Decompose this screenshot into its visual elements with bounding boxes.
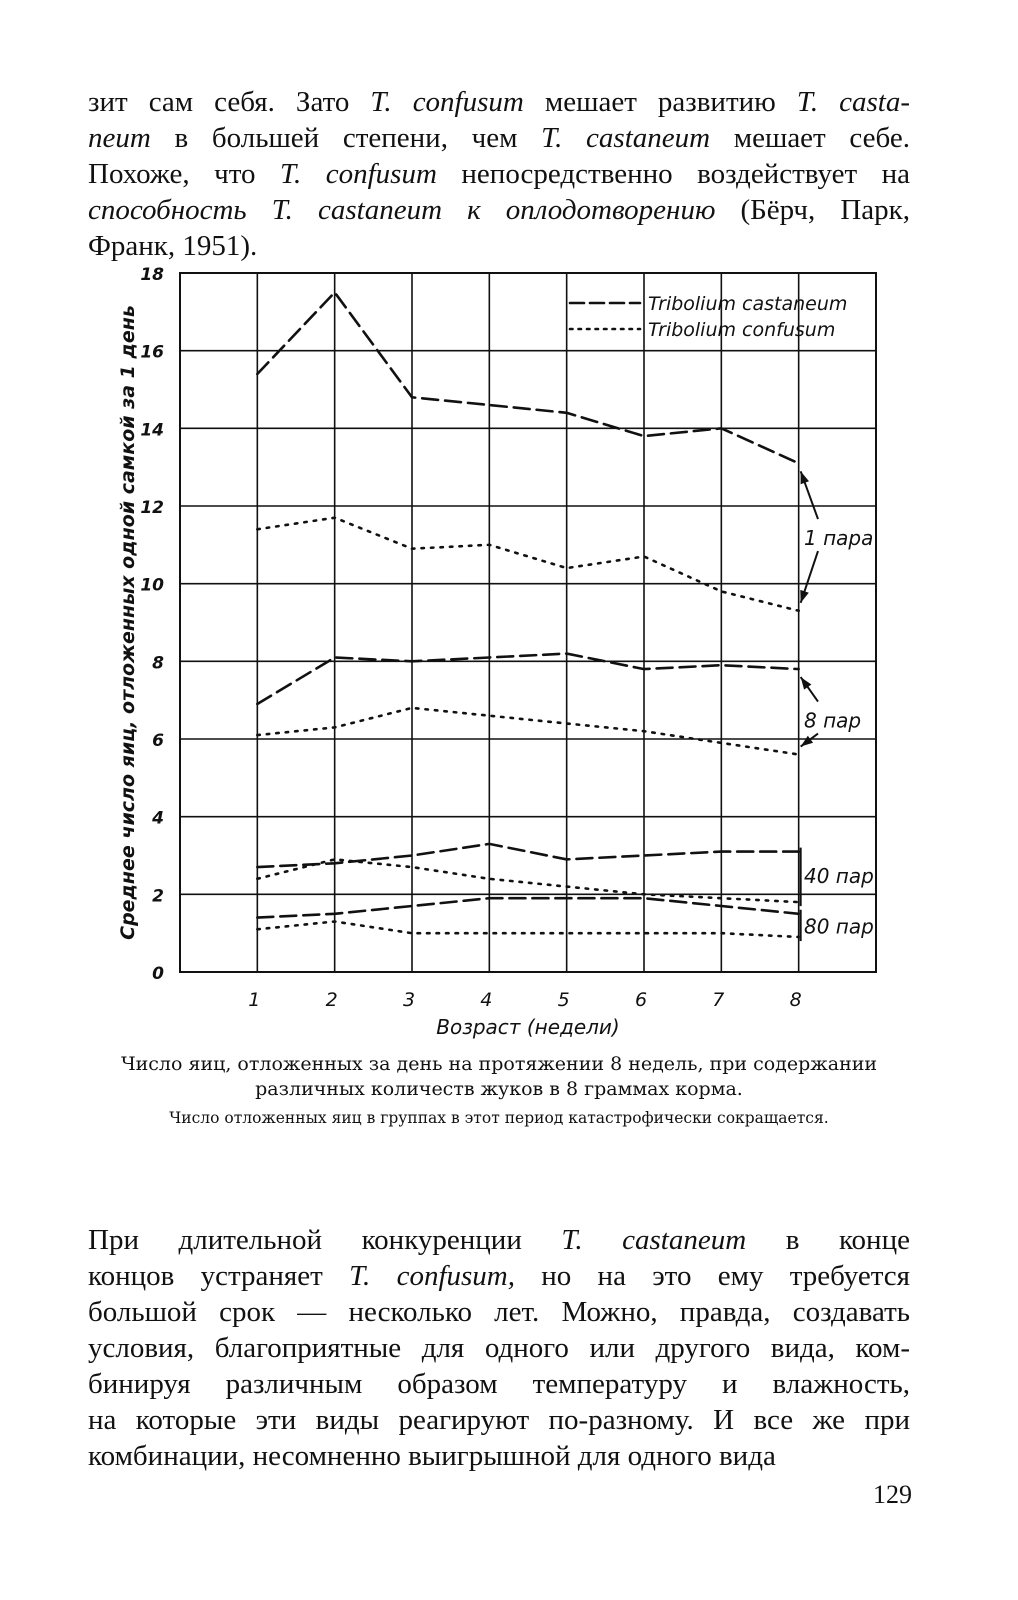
paragraph-bottom-line: концов устраняет T. confusum, но на это ему требуется	[88, 1260, 910, 1292]
y-tick-label: 8	[152, 653, 164, 674]
paragraph-bottom-line: на которые эти виды реагируют по-разному. И все же при	[88, 1404, 910, 1436]
page-number: 129	[873, 1480, 912, 1509]
paragraph-top	[88, 84, 910, 264]
y-tick-label: 6	[152, 731, 164, 751]
chart	[100, 255, 900, 1045]
paragraph-bottom-line: большой срок — несколько лет. Можно, правда, создавать	[88, 1296, 910, 1328]
paragraph-bottom-line: бинируя различным образом температуру и влажность,	[88, 1368, 910, 1400]
group-label: 80 пар	[804, 914, 874, 939]
series-line-castaneum-40-пар	[257, 844, 798, 867]
plot-frame	[180, 273, 876, 972]
y-tick-label: 18	[140, 265, 164, 285]
x-tick-label: 3	[402, 989, 416, 1011]
italic-run: T. casta-	[796, 86, 910, 118]
group-label: 1 пара	[804, 526, 874, 551]
chart-grid	[180, 273, 876, 972]
italic-run: neum	[88, 122, 151, 154]
figure-caption: Число яиц, отложенных за день на протяжении 8 недель, при содержании различных количеств жуков в 8 граммах корма.	[120, 1053, 878, 1100]
series-line-confusum-80-пар	[257, 922, 798, 938]
x-tick-label: 6	[634, 989, 648, 1011]
legend-label: Tribolium confusum	[648, 319, 836, 341]
group-arrowhead	[800, 590, 809, 603]
italic-run: T. confusum	[280, 158, 437, 190]
chart-labels	[800, 471, 874, 941]
x-tick-label: 1	[248, 989, 261, 1011]
italic-run: способность T. castaneum к оплодотворению	[88, 194, 716, 226]
y-tick-label: 10	[140, 575, 164, 596]
paragraph-bottom-line: комбинации, несомненно выигрышной для одного вида	[88, 1440, 776, 1472]
group-arrowhead	[801, 471, 809, 484]
y-tick-label: 14	[140, 420, 164, 441]
paragraph-top-line: neum в большей степени, чем T. castaneum мешает себе.	[88, 122, 911, 154]
y-axis-label: Среднее число яиц, отложенных одной самкой за 1 день	[117, 305, 139, 940]
group-label: 8 пар	[804, 708, 862, 733]
chart-axes	[117, 265, 876, 1039]
series-line-confusum-8-пар	[257, 708, 798, 755]
italic-run: T. confusum,	[349, 1260, 515, 1292]
figure-caption-note: Число отложенных яиц в группах в этот период катастрофически сокращается.	[169, 1109, 829, 1127]
paragraph-top-line: зит сам себя. Зато T. confusum мешает развитию T. casta-	[88, 86, 910, 118]
paragraph-bottom-line: При длительной конкуренции T. castaneum в конце	[88, 1224, 910, 1256]
y-tick-label: 2	[152, 886, 164, 907]
y-tick-label: 4	[152, 808, 164, 829]
paragraph-top-line: способность T. castaneum к оплодотворению (Бёрч, Парк,	[88, 194, 910, 226]
x-tick-label: 5	[557, 989, 570, 1011]
italic-run: T. confusum	[370, 86, 524, 118]
x-tick-label: 8	[789, 989, 802, 1011]
x-tick-label: 7	[712, 989, 725, 1011]
y-tick-label: 0	[152, 964, 164, 984]
series-line-confusum-40-пар	[257, 859, 798, 902]
chart-series	[257, 292, 798, 937]
group-label: 40 пар	[804, 863, 874, 888]
group-arrowhead	[801, 736, 813, 747]
x-tick-label: 2	[325, 989, 338, 1011]
paragraph-bottom	[88, 1222, 910, 1474]
italic-run: T. castaneum	[541, 122, 711, 154]
series-line-castaneum-80-пар	[257, 898, 798, 917]
x-tick-label: 4	[480, 989, 493, 1011]
group-arrowhead	[801, 677, 812, 690]
chart-legend	[570, 293, 847, 341]
legend-label: Tribolium castaneum	[648, 293, 848, 315]
x-axis-label: Возраст (недели)	[436, 1015, 620, 1039]
series-line-confusum-1-пара	[257, 518, 798, 611]
paragraph-top-line: Похоже, что T. confusum непосредственно воздействует на	[88, 158, 910, 190]
y-tick-label: 16	[140, 342, 164, 363]
paragraph-top-line: Франк, 1951).	[88, 230, 258, 262]
paragraph-bottom-line: условия, благоприятные для одного или другого вида, ком-	[88, 1332, 910, 1364]
y-tick-label: 12	[140, 498, 164, 518]
italic-run: T. castaneum	[561, 1224, 747, 1256]
